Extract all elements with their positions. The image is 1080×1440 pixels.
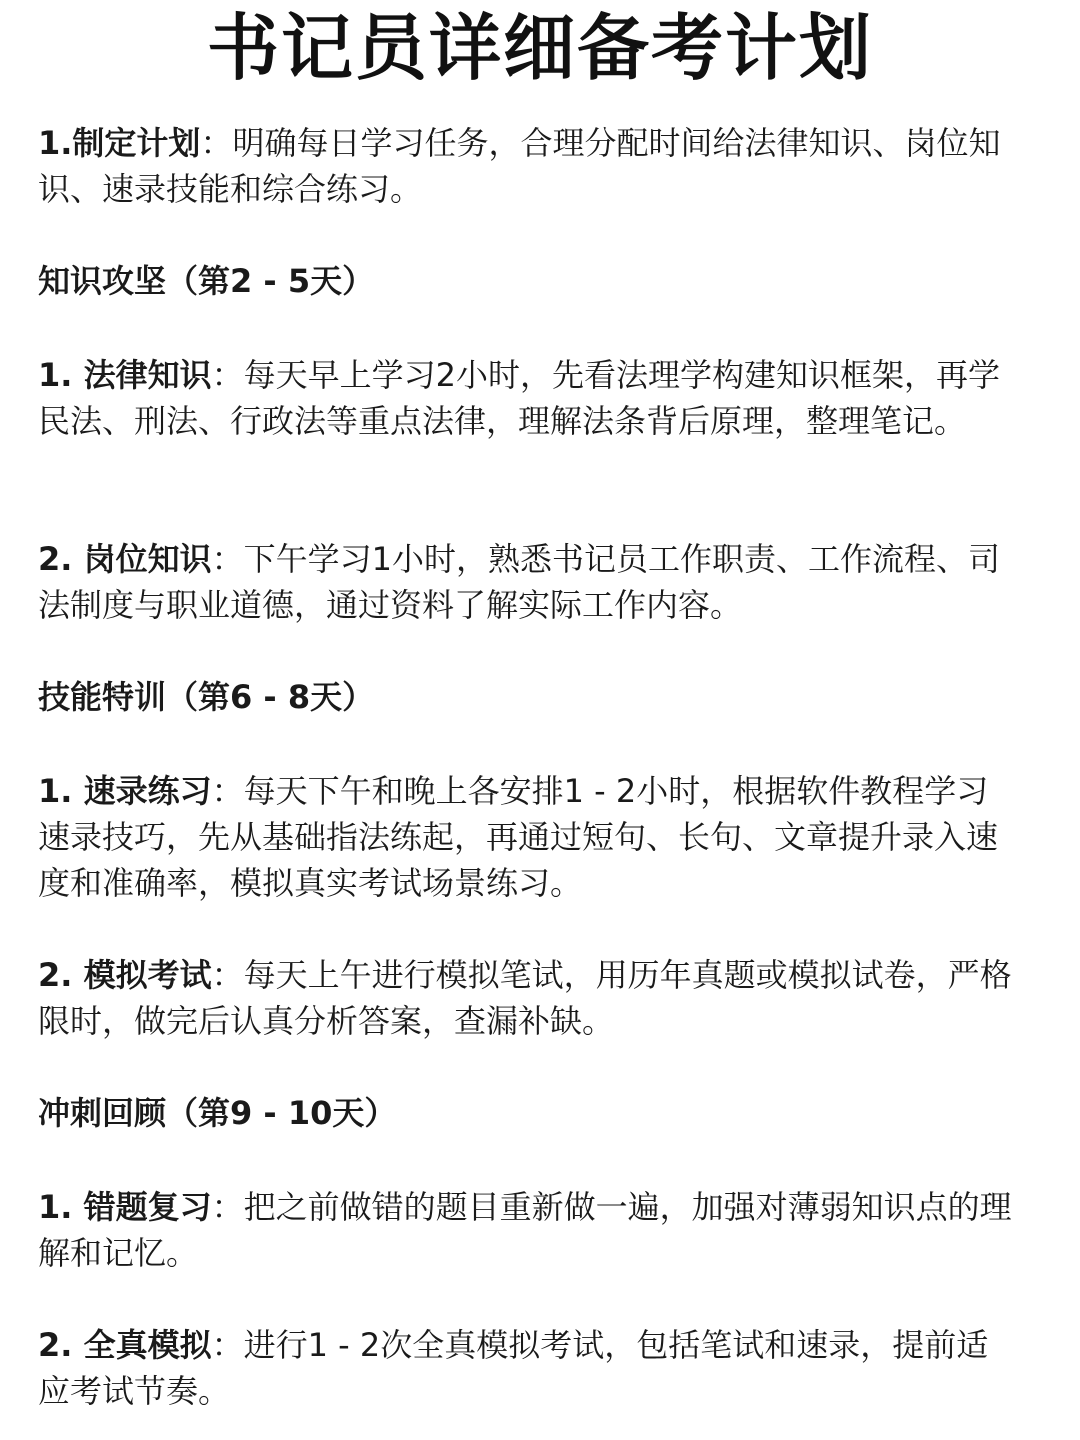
item-text: 每天上午进行模拟笔试，用历年真题或模拟试卷，严格限时，做完后认真分析答案，查漏补缺。 [38, 956, 1012, 1040]
item-legal-knowledge [38, 352, 1013, 444]
item-position-knowledge [38, 536, 1013, 628]
intro-separator: ： [200, 124, 233, 162]
item-text: 每天下午和晚上各安排1 - 2小时，根据软件教程学习速录技巧，先从基础指法练起，再通过短句、长句、文章提升录入速度和准确率，模拟真实考试场景练习。 [38, 772, 999, 902]
item-separator: ： [211, 1188, 244, 1226]
item-error-review [38, 1184, 1013, 1276]
item-label: 2. 模拟考试 [38, 956, 212, 994]
item-full-simulation [38, 1322, 1013, 1414]
item-separator: ： [211, 772, 244, 810]
item-separator: ： [211, 540, 244, 578]
item-label: 1. 速录练习 [38, 772, 212, 810]
item-label: 2. 全真模拟 [38, 1326, 212, 1364]
intro-paragraph [38, 120, 1013, 212]
intro-text: 明确每日学习任务，合理分配时间给法律知识、岗位知识、速录技能和综合练习。 [38, 124, 1001, 208]
item-text: 每天早上学习2小时，先看法理学构建知识框架，再学民法、刑法、行政法等重点法律，理解法条背后原理，整理笔记。 [38, 356, 1000, 440]
item-separator: ： [211, 356, 244, 394]
item-text: 进行1 - 2次全真模拟考试，包括笔试和速录，提前适应考试节奏。 [38, 1326, 989, 1410]
item-mock-exam [38, 952, 1013, 1044]
intro-label: 1.制定计划 [38, 124, 201, 162]
item-text: 下午学习1小时，熟悉书记员工作职责、工作流程、司法制度与职业道德，通过资料了解实际工作内容。 [38, 540, 1000, 624]
item-separator: ： [211, 1326, 244, 1364]
item-shorthand-practice [38, 768, 1013, 906]
page-title: 书记员详细备考计划 [206, 6, 873, 90]
section-heading-knowledge: 知识攻坚（第2 - 5天） [38, 262, 375, 300]
item-label: 1. 错题复习 [38, 1188, 212, 1226]
item-separator: ： [211, 956, 244, 994]
item-text: 把之前做错的题目重新做一遍，加强对薄弱知识点的理解和记忆。 [38, 1188, 1012, 1272]
section-heading-sprint: 冲刺回顾（第9 - 10天） [38, 1094, 397, 1132]
section-heading-skills: 技能特训（第6 - 8天） [38, 678, 375, 716]
item-label: 2. 岗位知识 [38, 540, 212, 578]
item-label: 1. 法律知识 [38, 356, 212, 394]
